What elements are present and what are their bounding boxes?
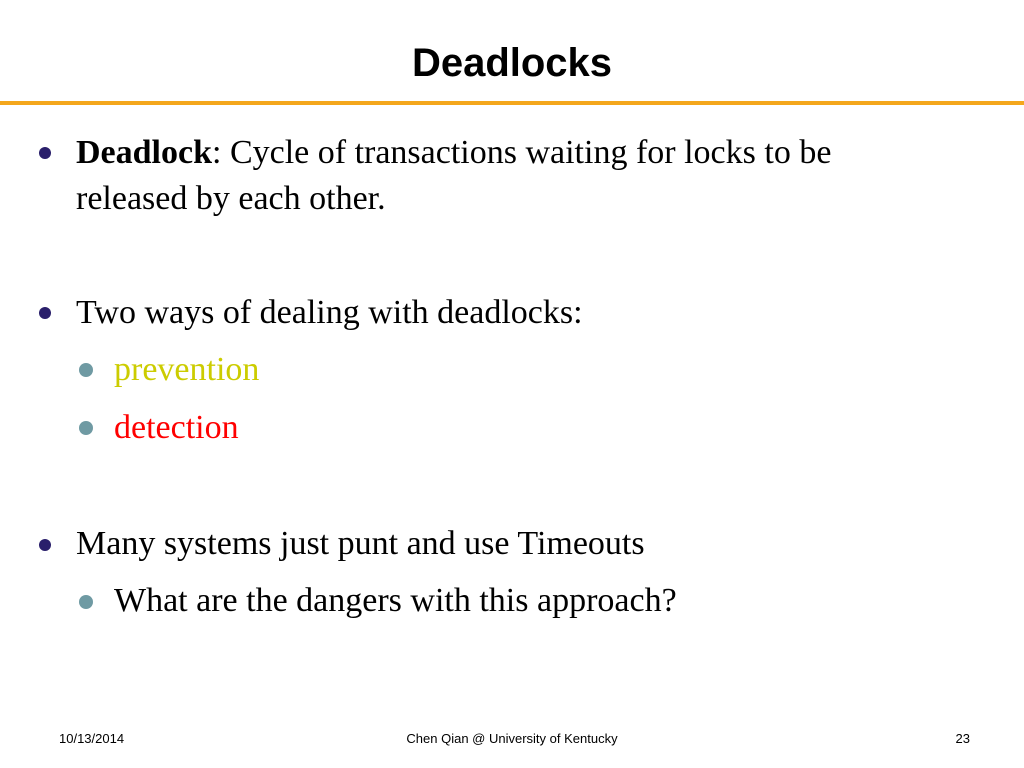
bullet-dot	[39, 539, 51, 551]
sub-bullet-dot	[79, 363, 93, 377]
bullet-dot	[39, 147, 51, 159]
sub-bullet-dot	[79, 421, 93, 435]
sub-bullet-prevention: prevention	[114, 351, 260, 388]
slide-title: Deadlocks	[411, 41, 613, 85]
sub-bullet-dangers: What are the dangers with this approach?	[114, 582, 677, 619]
bullet-term: Deadlock	[76, 134, 212, 171]
bullet-deadlock-definition	[76, 130, 976, 175]
bullet-text: : Cycle of transactions waiting for locks to be	[212, 134, 832, 171]
footer-page-number: 23	[955, 731, 970, 746]
title-divider	[0, 101, 1024, 105]
sub-bullet-dot	[79, 595, 93, 609]
bullet-dealing-ways: Two ways of dealing with deadlocks:	[76, 294, 583, 331]
bullet-timeouts: Many systems just punt and use Timeouts	[76, 525, 645, 562]
footer-author: Chen Qian @ University of Kentucky	[406, 731, 618, 746]
sub-bullet-detection: detection	[114, 409, 239, 446]
bullet-dot	[39, 307, 51, 319]
bullet-continuation: released by each other.	[76, 180, 386, 217]
footer-date: 10/13/2014	[59, 731, 125, 746]
